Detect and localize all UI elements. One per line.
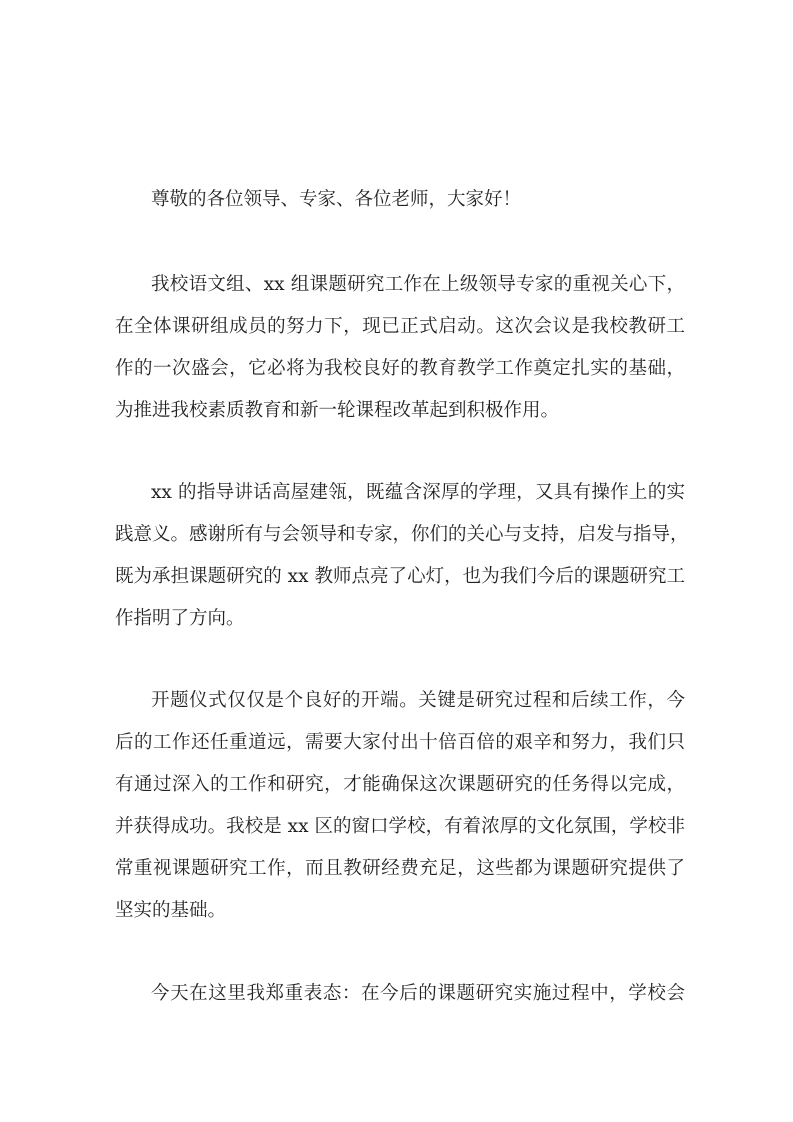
paragraph-4-line-6: 坚实的基础。 bbox=[115, 900, 227, 921]
paragraph-5-line-1: 今天在这里我郑重表态：在今后的课题研究实施过程中，学校会 bbox=[151, 983, 685, 1004]
paragraph-3-line-3: 既为承担课题研究的 xx 教师点亮了心灯，也为我们今后的课题研究工 bbox=[115, 566, 685, 587]
paragraph-2-line-2: 在全体课研组成员的努力下，现已正式启动。这次会议是我校教研工 bbox=[115, 316, 685, 337]
paragraph-3-line-1: xx 的指导讲话高屋建瓴，既蕴含深厚的学理，又具有操作上的实 bbox=[151, 482, 685, 503]
paragraph-4-line-5: 常重视课题研究工作，而且教研经费充足，这些都为课题研究提供了 bbox=[115, 858, 685, 879]
greeting-line: 尊敬的各位领导、专家、各位老师，大家好！ bbox=[151, 189, 522, 210]
paragraph-3-line-2: 践意义。感谢所有与会领导和专家，你们的关心与支持，启发与指导， bbox=[115, 524, 689, 545]
paragraph-3-line-4: 作指明了方向。 bbox=[115, 608, 245, 629]
paragraph-2-line-3: 作的一次盛会，它必将为我校良好的教育教学工作奠定扎实的基础， bbox=[115, 358, 685, 379]
paragraph-4-line-3: 有通过深入的工作和研究，才能确保这次课题研究的任务得以完成， bbox=[115, 774, 685, 795]
paragraph-4-line-1: 开题仪式仅仅是个良好的开端。关键是研究过程和后续工作，今 bbox=[151, 690, 685, 711]
paragraph-2-line-4: 为推进我校素质教育和新一轮课程改革起到积极作用。 bbox=[115, 400, 560, 421]
paragraph-2-line-1: 我校语文组、xx 组课题研究工作在上级领导专家的重视关心下， bbox=[151, 274, 685, 295]
paragraph-4-line-2: 后的工作还任重道远，需要大家付出十倍百倍的艰辛和努力，我们只 bbox=[115, 732, 685, 753]
paragraph-4-line-4: 并获得成功。我校是 xx 区的窗口学校，有着浓厚的文化氛围，学校非 bbox=[115, 816, 685, 837]
